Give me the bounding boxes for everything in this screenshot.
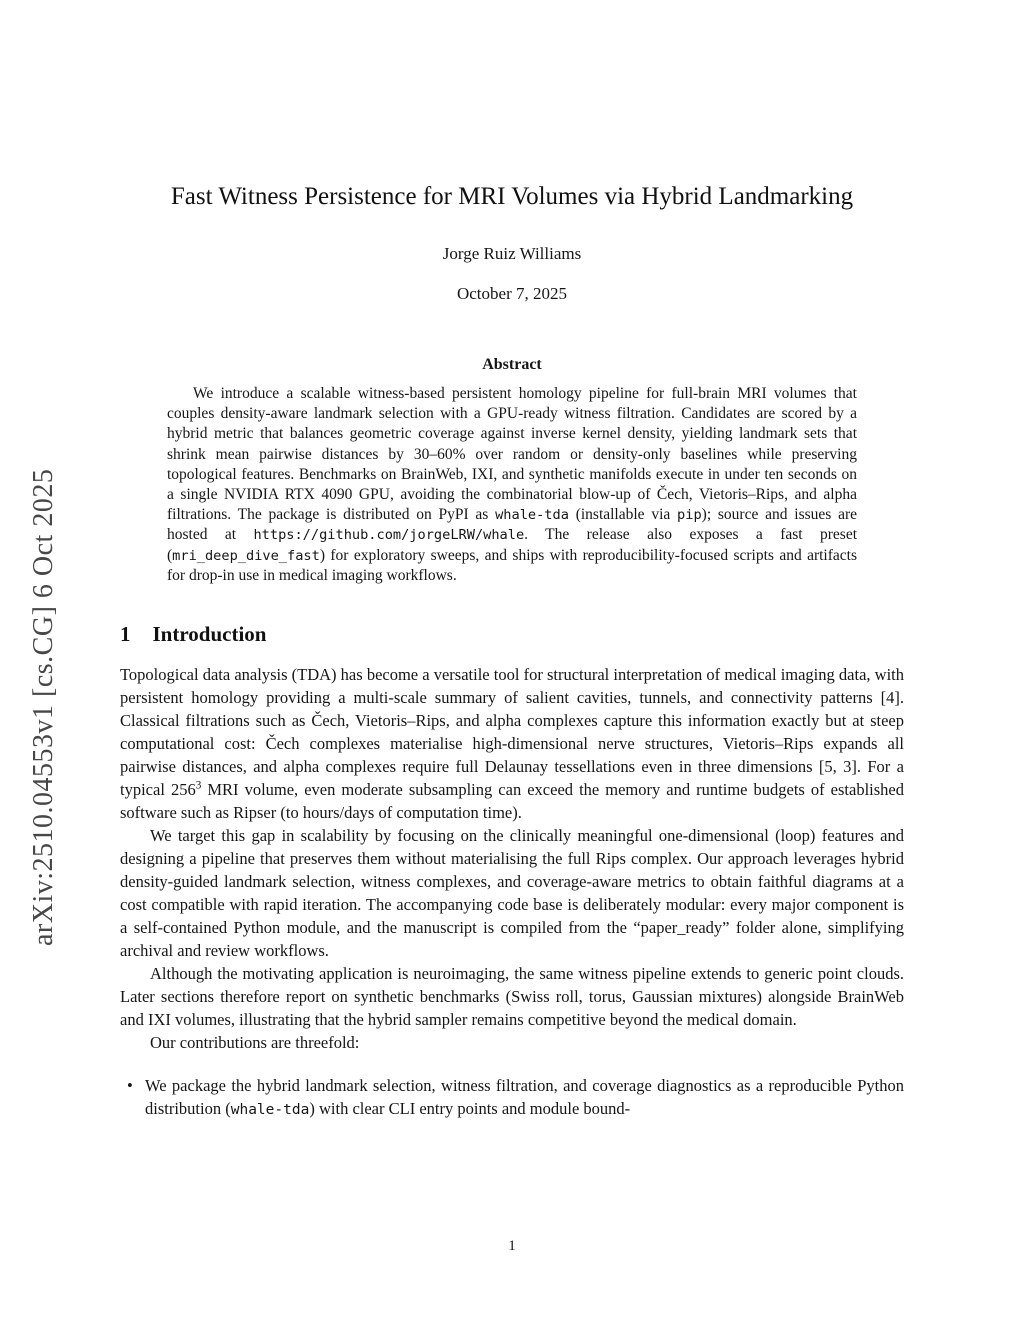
paper-title: Fast Witness Persistence for MRI Volumes via Hybrid Landmarking [170,183,854,210]
section-title: Introduction [152,622,267,647]
section-heading-introduction [120,622,904,647]
text-segment: . The release also exposes a fast preset ( [167,526,858,564]
arxiv-stamp: arXiv:2510.04553v1 [cs.CG] 6 Oct 2025 [28,468,59,946]
intro-paragraph-3 [120,962,904,1031]
abstract-text [167,384,857,586]
text-segment: ) for exploratory sweeps, and ships with reproducibility-focused scripts and artifacts for drop-in use in medical imaging workflows. [167,546,857,584]
inline-code: mri_deep_dive_fast [172,547,320,564]
text-segment: ); source and issues are hosted at [167,506,857,544]
text-segment: We target this gap in scalability by focusing on the clinically meaningful one-dimensional (loop) features and designing a pipeline that preserves them without materialising the full Rips complex. Our approach leverages hybrid density-guided landmark selection, witness complexes, and coverage-aware metrics to obtain faithful diagrams at a cost compatible with rapid iteration. The accompanying code base is deliberately modular: every major component is a self-contained Python module, and the manuscript is compiled from the “paper_ready” folder alone, simplifying archival and review workflows. [120,826,904,961]
intro-paragraph-4 [120,1031,904,1054]
bullet-item-text [145,1074,904,1122]
intro-paragraph-1 [120,663,904,824]
text-segment: ) with clear CLI entry points and module bound- [309,1099,631,1119]
inline-code: whale-tda [495,507,569,524]
text-segment: MRI volume, even moderate subsampling can exceed the memory and runtime budgets of established software such as Ripser (to hours/days of computation time). [120,780,905,823]
superscript-text: 3 [195,779,202,792]
text-segment: We introduce a scalable witness-based persistent homology pipeline for full-brain MRI volumes that couples density-aware landmark selection with a GPU-ready witness filtration. Candidates are scored by a hybrid metric that balances geometric coverage against inverse kernel density, yielding landmark sets that shrink mean pairwise distances by 30–60% over random or density-only baselines while preserving topological features. Benchmarks on BrainWeb, IXI, and synthetic manifolds execute in under ten seconds on a single NVIDIA RTX 4090 GPU, avoiding the combinatorial blow-up of Čech, Vietoris–Rips, and alpha filtrations. The package is distributed on PyPI as [167,385,857,524]
text-segment: Topological data analysis (TDA) has become a versatile tool for structural interpretation of medical imaging data, with persistent homology providing a multi-scale summary of salient cavities, tunnels, and connectivity patterns [4]. Classical filtrations such as Čech, Vietoris–Rips, and alpha complexes capture this information exactly but at steep computational cost: Čech complexes materialise high-dimensional nerve structures, Vietoris–Rips expands all pairwise distances, and alpha complexes require full Delaunay tessellations even in three dimensions [5, 3]. For a typical 256 [120,665,904,800]
bullet-marker-icon: • [127,1076,133,1096]
text-segment: Our contributions are threefold: [150,1033,360,1053]
text-segment: (installable via [568,506,678,524]
section-number: 1 [120,622,131,647]
contributions-list [120,1074,904,1122]
abstract-heading: Abstract [482,356,542,373]
text-segment: We package the hybrid landmark selection, witness filtration, and coverage diagnostics as a reproducible Python distribution ( [145,1076,904,1119]
inline-code: whale-tda [230,1102,310,1119]
text-segment: Although the motivating application is neuroimaging, the same witness pipeline extends to generic point clouds. Later sections therefore report on synthetic benchmarks (Swiss roll, torus, Gaussian mixtures) alongside BrainWeb and IXI volumes, illustrating that the hybrid sampler remains competitive beyond the medical domain. [120,964,904,1030]
author-name: Jorge Ruiz Williams [442,244,582,263]
list-item [120,1074,904,1122]
paper-date: October 7, 2025 [456,284,567,303]
inline-code: https://github.com/jorgeLRW/whale [253,527,525,544]
inline-code: pip [677,507,702,524]
intro-paragraph-2 [120,824,904,962]
page-number: 1 [508,1238,516,1254]
